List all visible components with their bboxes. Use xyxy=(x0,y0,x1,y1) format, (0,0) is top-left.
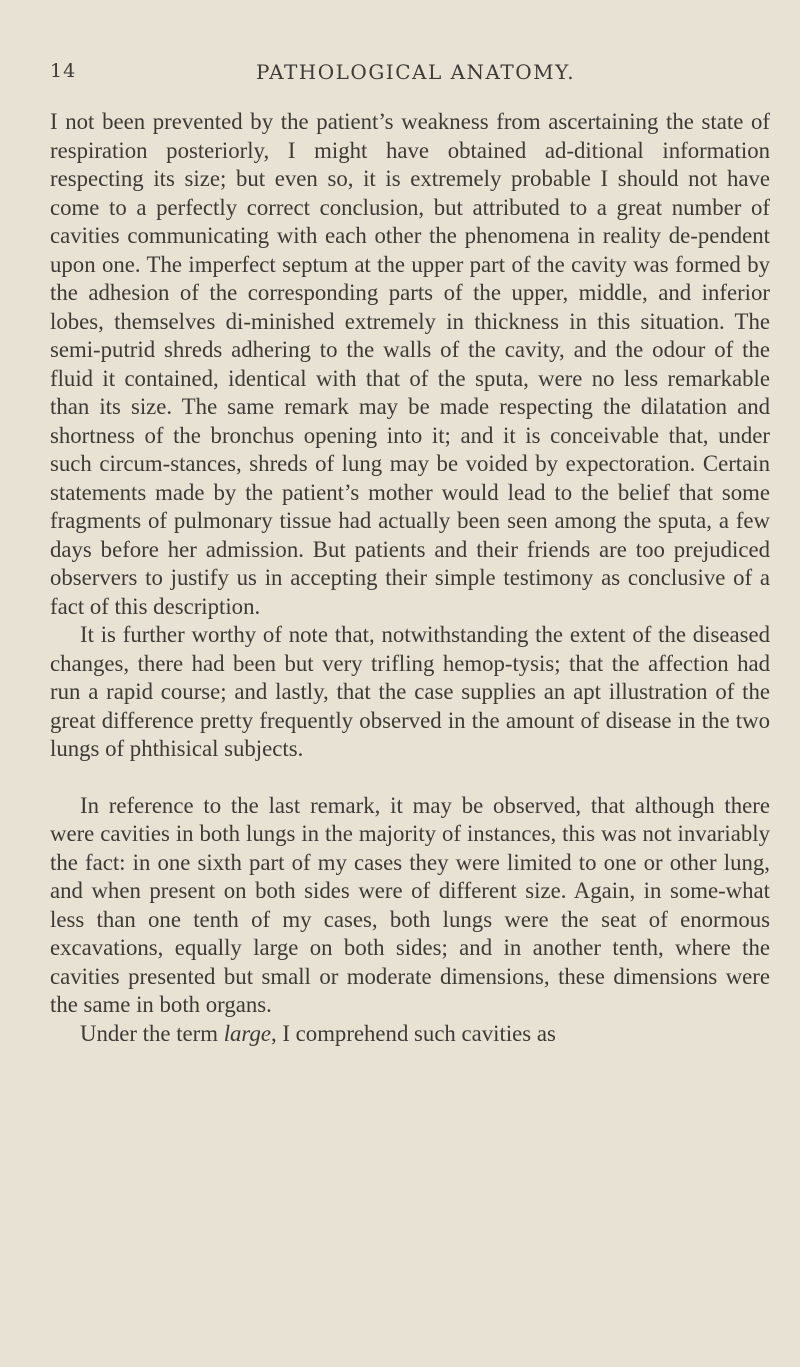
italic-term: large xyxy=(223,1020,271,1046)
page-number: 14 xyxy=(50,60,77,82)
running-title: PATHOLOGICAL ANATOMY. xyxy=(256,60,576,84)
page-header xyxy=(50,60,770,92)
paragraph-hemoptysis: It is further worthy of note that, notwithstanding the extent of the diseased changes, there had been but very trifling hemop-tysis; that the affection had run a rapid course; and lastly, that the case supplies an apt illustration of the great difference pretty frequently observed in the amount of disease in the two lungs of phthisical subjects. xyxy=(50,622,770,761)
paragraph-continued: I not been prevented by the patient’s weakness from ascertaining the state of respiration posteriorly, I might have obtained ad-ditional information respecting its size; but even so, it is extremely probable I should not have come to a perfectly correct conclusion, but attributed to a great number of cavities communicating with each other the phenomena in reality de-pendent upon one. The imperfect septum at the upper part of the cavity was formed by the adhesion of the corresponding parts of the upper, middle, and inferior lobes, themselves di-minished extremely in thickness in this situation. The semi-putrid shreds adhering to the walls of the cavity, and the odour of the fluid it contained, identical with that of the sputa, were no less remarkable than its size. The same remark may be made respecting the dilatation and shortness of the bronchus opening into it; and it is conceivable that, under such circum-stances, shreds of lung may be voided by expectoration. Certain statements made by the patient’s mother would lead to the belief that some fragments of pulmonary tissue had actually been seen among the sputa, a few days before her admission. But patients and their friends are too prejudiced observers to justify us in accepting their simple testimony as conclusive of a fact of this description. xyxy=(50,109,770,619)
last-paragraph-end: , I comprehend such cavities as xyxy=(270,1020,556,1046)
body-text xyxy=(50,108,770,1048)
paragraph-cavities: In reference to the last remark, it may be observed, that although there were cavities in both lungs in the majority of instances, this was not invariably the fact: in one sixth part of my cases they were limited to one or other lung, and when present on both sides were of different size. Again, in some-what less than one tenth of my cases, both lungs were the seat of enormous excavations, equally large on both sides; and in another tenth, where the cavities presented but small or moderate dimensions, these dimensions were the same in both organs. xyxy=(50,792,770,1017)
last-paragraph-start: Under the term xyxy=(80,1020,224,1046)
paragraph-large-cavities xyxy=(50,1020,770,1049)
